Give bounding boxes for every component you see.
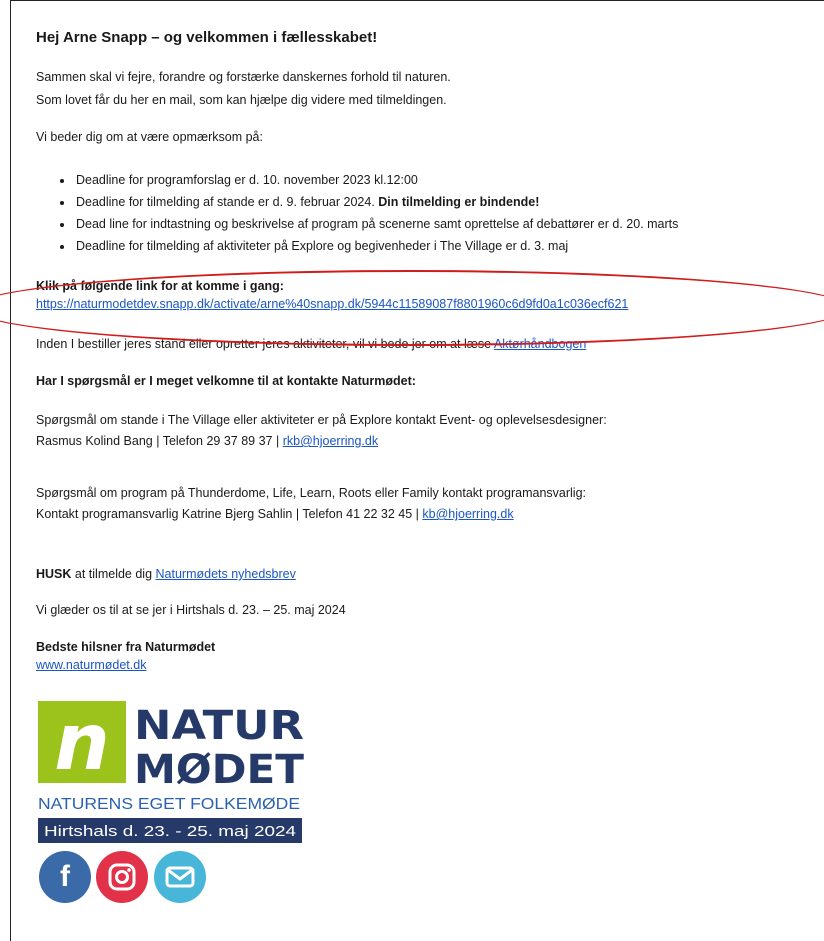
activation-link[interactable]: https://naturmodetdev.snapp.dk/activate/arne%40snapp.dk/5944c11589087f8801960c6d9fd0a1c036ecf621 <box>36 297 629 311</box>
contact-1-email-link[interactable]: rkb@hjoerring.dk <box>282 434 379 448</box>
email-greeting: Hej Arne Snapp – og velkommen i fællesskabet! <box>36 29 378 46</box>
questions-heading: Har I spørgsmål er I meget velkomne til at kontakte Naturmødet: <box>36 374 416 388</box>
intro-line-1: Sammen skal vi fejre, forandre og forstærke danskernes forhold til naturen. <box>36 70 451 84</box>
logo-dates: Hirtshals d. 23. - 25. maj 2024 <box>44 823 296 840</box>
email-body <box>10 0 824 941</box>
deadline-item: • Deadline for tilmelding af stande er d. 9. februar 2024. Din tilmelding er bindende! <box>74 191 678 213</box>
signoff: Bedste hilsner fra Naturmødet <box>36 640 216 654</box>
handbook-paragraph: Inden I bestiller jeres stand eller opretter jeres aktiviteter, vil vi bede jer om at læse Aktørhåndbogen <box>36 337 587 351</box>
facebook-icon[interactable]: f <box>39 851 91 903</box>
deadline-item: • Deadline for programforslag er d. 10. november 2023 kl.12:00 <box>74 169 678 191</box>
instagram-icon[interactable] <box>96 851 148 903</box>
logo-word-natur: NATUR <box>134 703 304 749</box>
newsletter-reminder: HUSK at tilmelde dig Naturmødets nyhedsbrev <box>36 567 296 581</box>
handbook-link[interactable]: Aktørhåndbogen <box>493 337 587 351</box>
intro-line-2: Som lovet får du her en mail, som kan hjælpe dig videre med tilmeldingen. <box>36 93 447 107</box>
logo-tagline: NATURENS EGET FOLKEMØDE <box>38 796 300 813</box>
newsletter-link[interactable]: Naturmødets nyhedsbrev <box>155 567 296 581</box>
contact-2-line-1: Spørgsmål om program på Thunderdome, Life, Learn, Roots eller Family kontakt programansvarlig: <box>36 486 587 500</box>
logo-n-letter: n <box>54 698 110 788</box>
contact-2-email-link[interactable]: kb@hjoerring.dk <box>422 507 514 521</box>
contact-2-line-2: Kontakt programansvarlig Katrine Bjerg Sahlin | Telefon 41 22 32 45 | kb@hjoerring.dk <box>36 507 514 521</box>
email-icon[interactable] <box>154 851 206 903</box>
naturmodet-logo <box>38 697 306 845</box>
binding-note: Din tilmelding er bindende! <box>378 195 540 209</box>
cta-heading: Klik på følgende link for at komme i gang: <box>36 279 284 293</box>
contact-1-line-2: Rasmus Kolind Bang | Telefon 29 37 89 37 | rkb@hjoerring.dk <box>36 434 379 448</box>
logo-word-modet: MØDET <box>134 747 305 793</box>
attention-text: Vi beder dig om at være opmærksom på: <box>36 130 263 144</box>
deadline-list <box>36 169 678 257</box>
deadline-item: • Deadline for tilmelding af aktiviteter på Explore og begivenheder i The Village er d. 3. maj <box>74 235 678 257</box>
contact-1-line-1: Spørgsmål om stande i The Village eller aktiviteter er på Explore kontakt Event- og oplevelsesdesigner: <box>36 413 607 427</box>
deadline-item: • Dead line for indtastning og beskrivelse af program på scenerne samt oprettelse af debattører er d. 20. marts <box>74 213 678 235</box>
see-you-text: Vi glæder os til at se jer i Hirtshals d. 23. – 25. maj 2024 <box>36 603 346 617</box>
website-link[interactable]: www.naturmødet.dk <box>36 658 147 672</box>
